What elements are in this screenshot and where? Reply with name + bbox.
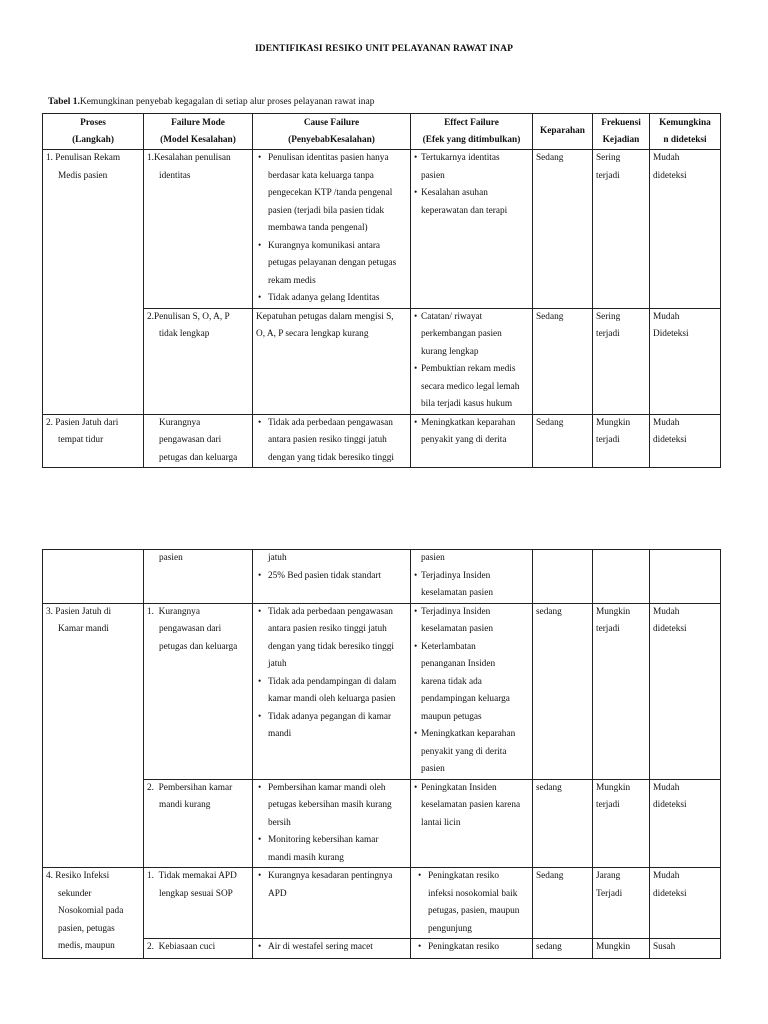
- cell-kemungkinan: Mudah dideteksi: [650, 868, 721, 939]
- list-item: • Tidak ada perbedaan pengawasan antara pasien resiko tinggi jatuh dengan yang tidak beresiko tinggi jatuh: [256, 604, 407, 674]
- list-item: • Peningkatan resiko infeksi nosokomial baik petugas, pasien, maupun pengunjung: [416, 868, 529, 938]
- cell-keparahan: sedang: [533, 603, 593, 779]
- header-keparahan: Keparahan: [533, 114, 593, 150]
- list-item: • Kurangnya kesadaran pentingnya APD: [256, 868, 407, 903]
- table-caption: [48, 97, 375, 107]
- table-row: [43, 308, 721, 414]
- cell-cause: [253, 868, 411, 939]
- cell-kemungkinan: Mudah dideteksi: [650, 779, 721, 868]
- header-frekuensi: Frekuensi Kejadian: [593, 114, 650, 150]
- cell-effect: [411, 779, 533, 868]
- list-item: • Terjadinya Insiden keselamatan pasien: [414, 568, 529, 603]
- cell-effect: [411, 308, 533, 414]
- cell-failure-mode: 2. Kebiasaan cuci: [144, 939, 253, 959]
- list-item: • Peningkatan Insiden keselamatan pasien karena lantai licin: [414, 780, 529, 833]
- list-item: • Kurangnya komunikasi antara petugas pelayanan dengan petugas rekam medis: [256, 238, 407, 291]
- list-item: • Pembuktian rekam medis secara medico legal lemah bila terjadi kasus hukum: [414, 361, 529, 414]
- table-row: [43, 603, 721, 779]
- list-item: • Tidak ada perbedaan pengawasan antara pasien resiko tinggi jatuh dengan yang tidak beresiko tinggi: [256, 415, 407, 468]
- cell-frekuensi: Mungkin terjadi: [593, 603, 650, 779]
- cell-failure-mode: 2. Pembersihan kamar mandi kurang: [144, 779, 253, 868]
- cell-kemungkinan: [650, 550, 721, 604]
- cell-frekuensi: Jarang Terjadi: [593, 868, 650, 939]
- list-item: • Pembersihan kamar mandi oleh petugas kebersihan masih kurang bersih: [256, 780, 407, 833]
- list-item: • 25% Bed pasien tidak standart: [256, 568, 407, 586]
- cell-failure-mode: 1. Tidak memakai APD lengkap sesuai SOP: [144, 868, 253, 939]
- header-failure-mode: Failure Mode (Model Kesalahan): [144, 114, 253, 150]
- cell-cause: [253, 939, 411, 959]
- cell-effect: pasien • Terjadinya Insiden keselamatan pasien: [411, 550, 533, 604]
- document-title: IDENTIFIKASI RESIKO UNIT PELAYANAN RAWAT INAP: [255, 44, 513, 54]
- cell-kemungkinan: Susah: [650, 939, 721, 959]
- cell-proses: 4. Resiko Infeksi sekunder Nosokomial pada pasien, petugas medis, maupun: [43, 868, 144, 959]
- list-item: • Tidak adanya gelang Identitas: [256, 290, 407, 308]
- table-row: [43, 779, 721, 868]
- cell-keparahan: Sedang: [533, 868, 593, 939]
- cell-proses: [43, 550, 144, 604]
- cell-proses: 2. Pasien Jatuh dari tempat tidur: [43, 414, 144, 468]
- cell-kemungkinan: Mudah dideteksi: [650, 150, 721, 309]
- cell-kemungkinan: Mudah dideteksi: [650, 603, 721, 779]
- list-item: • Meningkatkan keparahan penyakit yang di derita pasien: [414, 726, 529, 779]
- cell-failure-mode: 2.Penulisan S, O, A, P tidak lengkap: [144, 308, 253, 414]
- list-item: • Peningkatan resiko: [416, 939, 529, 957]
- cell-effect: [411, 939, 533, 959]
- cell-effect: [411, 150, 533, 309]
- header-kemungkinan: Kemungkina n dideteksi: [650, 114, 721, 150]
- cell-frekuensi: Mungkin terjadi: [593, 414, 650, 468]
- cell-keparahan: Sedang: [533, 150, 593, 309]
- risk-table-part-2: [42, 549, 721, 959]
- cell-proses: 3. Pasien Jatuh di Kamar mandi: [43, 603, 144, 868]
- header-proses: Proses (Langkah): [43, 114, 144, 150]
- list-item: • Tidak ada pendampingan di dalam kamar mandi oleh keluarga pasien: [256, 674, 407, 709]
- cell-frekuensi: Mungkin: [593, 939, 650, 959]
- cell-kemungkinan: Mudah dideteksi: [650, 414, 721, 468]
- cell-proses: 1. Penulisan Rekam Medis pasien: [43, 150, 144, 415]
- cell-keparahan: Sedang: [533, 414, 593, 468]
- table-header-row: [43, 114, 721, 150]
- list-item: • Air di westafel sering macet: [256, 939, 407, 957]
- list-item: • Kesalahan asuhan keperawatan dan terapi: [414, 185, 529, 220]
- cell-kemungkinan: Mudah Dideteksi: [650, 308, 721, 414]
- table-row: [43, 414, 721, 468]
- table-row: [43, 939, 721, 959]
- table-row: [43, 868, 721, 939]
- cell-frekuensi: [593, 550, 650, 604]
- list-item: • Penulisan identitas pasien hanya berdasar kata keluarga tanpa pengecekan KTP /tanda pengenal pasien (terjadi bila pasien tidak membawa tanda pengenal): [256, 150, 407, 238]
- risk-table-part-1: [42, 113, 721, 468]
- cell-keparahan: [533, 550, 593, 604]
- cell-failure-mode: pasien: [144, 550, 253, 604]
- cell-effect: [411, 414, 533, 468]
- cell-cause: [253, 603, 411, 779]
- cell-keparahan: Sedang: [533, 308, 593, 414]
- header-cause-failure: Cause Failure (PenyebabKesalahan): [253, 114, 411, 150]
- cell-effect: [411, 603, 533, 779]
- cell-frekuensi: Sering terjadi: [593, 150, 650, 309]
- cell-keparahan: sedang: [533, 779, 593, 868]
- cell-effect: [411, 868, 533, 939]
- list-item: • Keterlambatan penanganan Insiden karena tidak ada pendampingan keluarga maupun petugas: [414, 639, 529, 727]
- cell-failure-mode: Kurangnya pengawasan dari petugas dan keluarga: [144, 414, 253, 468]
- cell-failure-mode: 1.Kesalahan penulisan identitas: [144, 150, 253, 309]
- table-row: [43, 150, 721, 309]
- cell-cause: [253, 414, 411, 468]
- table-row: [43, 550, 721, 604]
- header-effect-failure: Effect Failure (Efek yang ditimbulkan): [411, 114, 533, 150]
- cell-cause: [253, 150, 411, 309]
- list-item: • Tertukarnya identitas pasien: [414, 150, 529, 185]
- cell-cause: Kepatuhan petugas dalam mengisi S, O, A, P secara lengkap kurang: [253, 308, 411, 414]
- caption-label: Tabel 1.: [48, 97, 80, 107]
- list-item: • Meningkatkan keparahan penyakit yang di derita: [414, 415, 529, 450]
- caption-text: Kemungkinan penyebab kegagalan di setiap alur proses pelayanan rawat inap: [79, 97, 375, 107]
- cell-cause: jatuh • 25% Bed pasien tidak standart: [253, 550, 411, 604]
- list-item: • Tidak adanya pegangan di kamar mandi: [256, 709, 407, 744]
- list-item: • Catatan/ riwayat perkembangan pasien kurang lengkap: [414, 309, 529, 362]
- list-item: • Monitoring kebersihan kamar mandi masih kurang: [256, 832, 407, 867]
- list-item: • Terjadinya Insiden keselamatan pasien: [414, 604, 529, 639]
- cell-keparahan: sedang: [533, 939, 593, 959]
- cell-frekuensi: Mungkin terjadi: [593, 779, 650, 868]
- cell-cause: [253, 779, 411, 868]
- cell-frekuensi: Sering terjadi: [593, 308, 650, 414]
- cell-failure-mode: 1. Kurangnya pengawasan dari petugas dan keluarga: [144, 603, 253, 779]
